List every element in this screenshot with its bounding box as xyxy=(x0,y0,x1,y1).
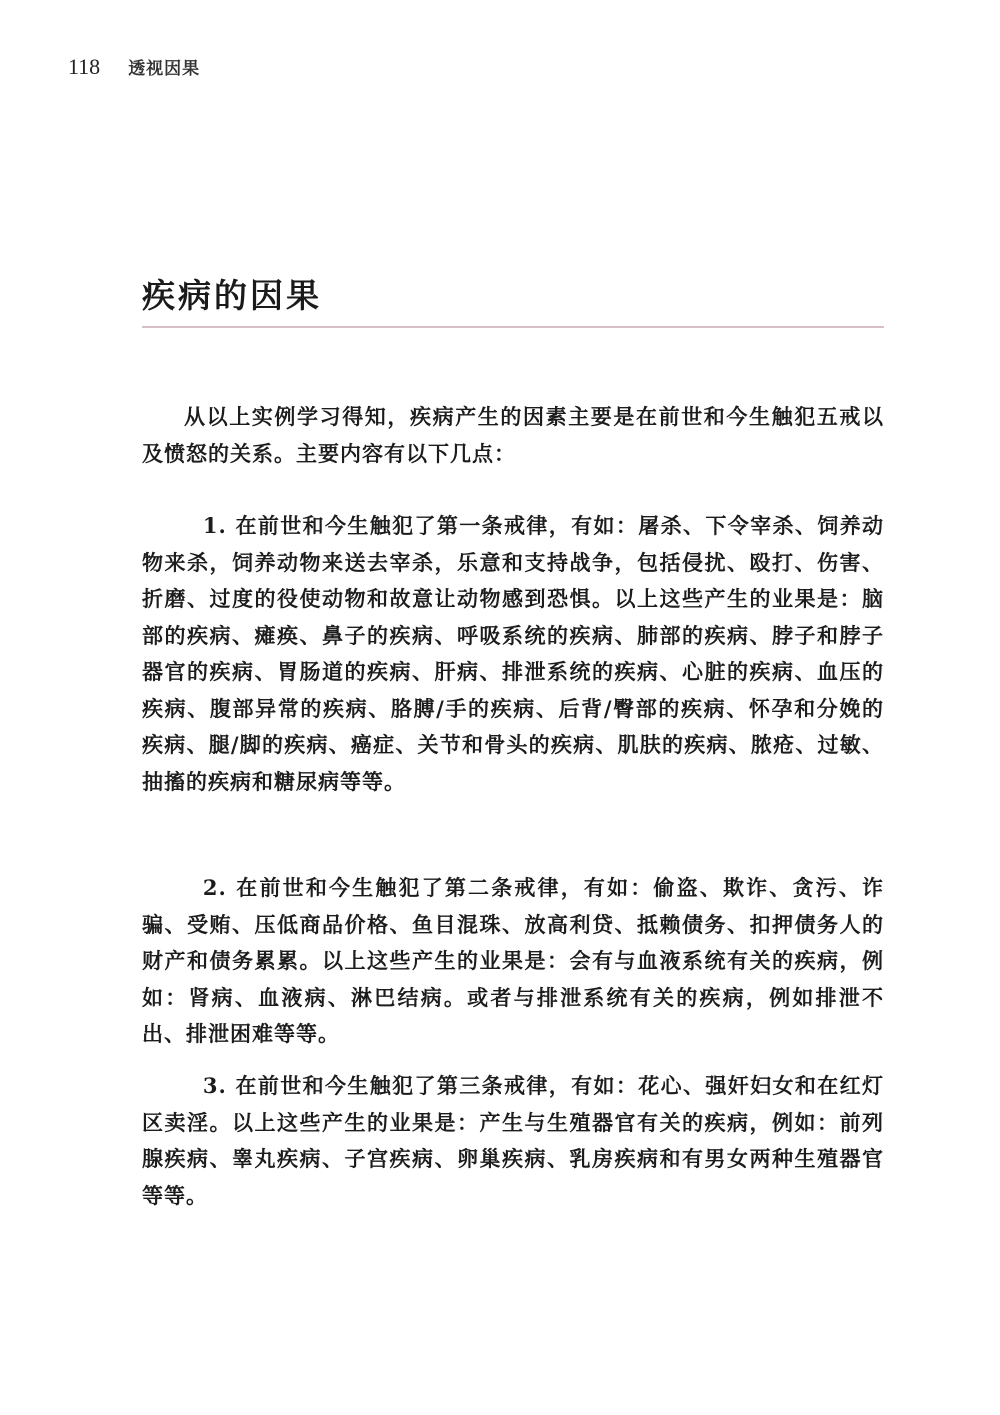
chapter-title: 疾病的因果 xyxy=(142,276,322,315)
book-title: 透视因果 xyxy=(128,59,201,79)
title-divider xyxy=(142,326,884,328)
paragraph-precept-2: 2. 在前世和今生触犯了第二条戒律，有如：偷盗、欺诈、贪污、诈骗、受贿、压低商品价格、鱼目混珠、放高利贷、抵赖债务、扣押债务人的财产和债务累累。以上这些产生的业果是：会有与血液系统有关的疾病，例如：肾病、血液病、淋巴结病。或者与排泄系统有关的疾病，例如排泄不出、排泄困难等等。 xyxy=(142,875,884,1046)
paragraph-precept-1: 1. 在前世和今生触犯了第一条戒律，有如：屠杀、下令宰杀、饲养动物来杀，饲养动物来送去宰杀，乐意和支持战争，包括侵扰、殴打、伤害、折磨、过度的役使动物和故意让动物感到恐惧。以上这些产生的业果是：脑部的疾病、瘫痪、鼻子的疾病、呼吸系统的疾病、肺部的疾病、脖子和脖子器官的疾病、胃肠道的疾病、肝病、排泄系统的疾病、心脏的疾病、血压的疾病、腹部异常的疾病、胳膊/手的疾病、后背/臀部的疾病、怀孕和分娩的疾病、腿/脚的疾病、癌症、关节和骨头的疾病、肌肤的疾病、脓疮、过敏、抽搐的疾病和糖尿病等等。 xyxy=(142,513,884,794)
intro-paragraph: 从以上实例学习得知，疾病产生的因素主要是在前世和今生触犯五戒以及愤怒的关系。主要内容有以下几点： xyxy=(142,404,884,466)
paragraph-precept-3: 3. 在前世和今生触犯了第三条戒律，有如：花心、强奸妇女和在红灯区卖淫。以上这些产生的业果是：产生与生殖器官有关的疾病，例如：前列腺疾病、睾丸疾病、子宫疾病、卵巢疾病、乳房疾病和有男女两种生殖器官等等。 xyxy=(142,1073,884,1208)
running-header xyxy=(68,54,200,80)
page-number: 118 xyxy=(68,54,101,79)
